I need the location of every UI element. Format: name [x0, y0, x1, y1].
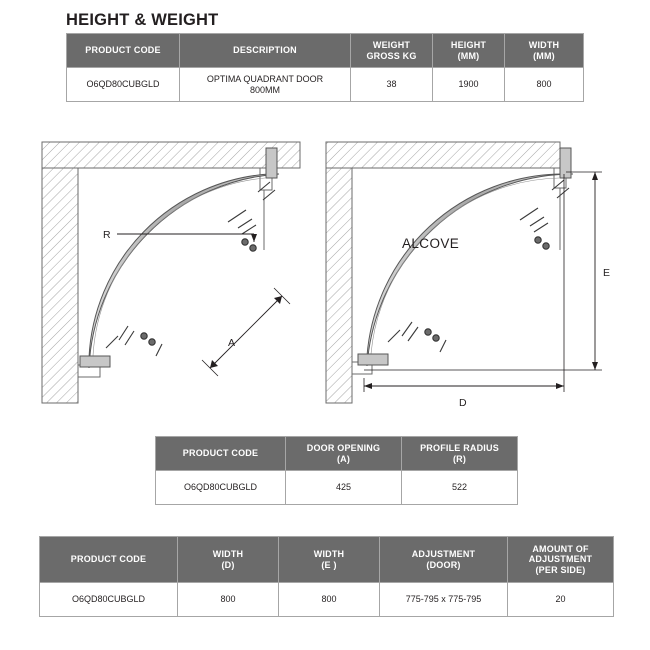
column-label: AMOUNT OF [532, 543, 589, 554]
column-label: WIDTH [212, 549, 244, 560]
column-description [180, 34, 351, 68]
vertical-profile-top [560, 148, 571, 178]
column-label: DESCRIPTION [233, 45, 297, 56]
cell-width-e: 800 [279, 583, 380, 617]
column-sublabel: (D) [221, 559, 235, 570]
table-height-weight [66, 33, 584, 102]
cell-width-d: 800 [178, 583, 279, 617]
wall-return-stubs [352, 168, 566, 374]
horizontal-profile-bottom [80, 356, 110, 367]
column-label: PROFILE RADIUS [420, 443, 499, 454]
column-label: WIDTH [313, 549, 345, 560]
column-width [505, 34, 584, 68]
column-width-e [279, 537, 380, 583]
quadrant-glass-panel [89, 174, 279, 368]
column-sublabel: (E ) [321, 559, 337, 570]
column-profile-radius [402, 437, 518, 471]
cell-product-code: O6QD80CUBGLD [156, 471, 286, 505]
column-label: WIDTH [528, 40, 560, 51]
column-label: PRODUCT CODE [70, 554, 147, 565]
table-header-row [40, 537, 614, 583]
cell-description [180, 68, 351, 102]
wall-top [326, 142, 560, 168]
cell-door-opening: 425 [286, 471, 402, 505]
label-door-opening: A [228, 337, 236, 349]
column-sublabel: ADJUSTMENT [528, 554, 593, 565]
column-sublabel: (MM) [457, 50, 480, 61]
label-width-d: D [459, 397, 467, 409]
cell-height: 1900 [433, 68, 505, 102]
wall-return-stubs [78, 168, 272, 377]
column-product-code [156, 437, 286, 471]
dimension-width-d [364, 174, 564, 409]
column-label: DOOR OPENING [306, 443, 381, 454]
wall-left [326, 168, 352, 403]
column-label: HEIGHT [450, 40, 487, 51]
column-amount-per-side [508, 537, 614, 583]
column-label: ADJUSTMENT [411, 549, 476, 560]
column-sublabel: (MM) [533, 50, 555, 61]
cell-amount-per-side: 20 [508, 583, 614, 617]
cell-adjustment-door: 775-795 x 775-795 [380, 583, 508, 617]
column-door-opening [286, 437, 402, 471]
description-line-2: 800MM [249, 84, 280, 95]
label-height-e: E [603, 267, 611, 279]
column-label: WEIGHT [372, 40, 411, 51]
column-sublabel: (A) [336, 453, 351, 464]
dimension-radius [103, 229, 257, 242]
cell-product-code: O6QD80CUBGLD [67, 68, 180, 102]
table-row [40, 583, 614, 617]
table-door-radius [155, 436, 518, 505]
table-header-row [156, 437, 518, 471]
table-header-row [67, 34, 584, 68]
cell-profile-radius: 522 [402, 471, 518, 505]
vertical-profile-top [266, 148, 277, 178]
column-width-d [178, 537, 279, 583]
column-adjustment-door [380, 537, 508, 583]
dimension-door-opening [202, 288, 290, 376]
page-title: HEIGHT & WEIGHT [66, 11, 219, 29]
dimension-height-e [364, 172, 610, 370]
drawing-plan-with-radius [32, 130, 317, 420]
roller-brackets [388, 180, 569, 352]
cell-product-code: O6QD80CUBGLD [40, 583, 178, 617]
column-sublabel: (R) [452, 453, 467, 464]
cell-width: 800 [505, 68, 584, 102]
roller-brackets [106, 182, 275, 356]
column-sublabel: GROSS KG [366, 50, 417, 61]
label-radius: R [103, 229, 111, 241]
wall-left [42, 168, 78, 403]
column-label: PRODUCT CODE [85, 45, 161, 56]
cell-weight: 38 [351, 68, 433, 102]
horizontal-profile-bottom [358, 354, 388, 365]
table-row [67, 68, 584, 102]
description-line-1: OPTIMA QUADRANT DOOR [206, 74, 324, 85]
column-weight [351, 34, 433, 68]
column-height [433, 34, 505, 68]
table-row [156, 471, 518, 505]
column-sublabel: (DOOR) [426, 559, 461, 570]
column-sublabel-2: (PER SIDE) [535, 564, 586, 575]
column-product-code [40, 537, 178, 583]
column-label: PRODUCT CODE [182, 448, 259, 459]
table-adjustment [39, 536, 614, 617]
wall-top [42, 142, 300, 168]
drawing-plan-alcove [320, 130, 620, 420]
column-product-code [67, 34, 180, 68]
label-alcove: ALCOVE [402, 236, 460, 251]
quadrant-glass-panel [367, 174, 573, 366]
